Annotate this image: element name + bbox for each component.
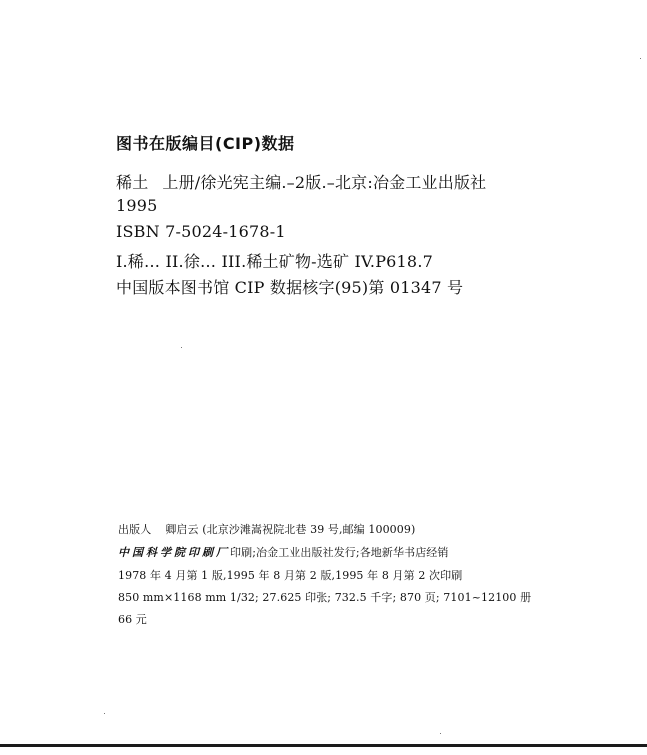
scan-edge-line [0,744,647,747]
publisher-line [118,521,415,537]
scan-speck [104,713,105,714]
edition-history: 1978 年 4 月第 1 版,1995 年 8 月第 2 版,1995 年 8 月第 2 次印刷 [118,569,463,582]
isbn: ISBN 7-5024-1678-1 [116,222,286,241]
cip-record-number: 中国版本图书馆 CIP 数据核字(95)第 01347 号 [116,278,464,297]
book-title: 稀土 [116,173,149,192]
cip-title: 图书在版编目(CIP)数据 [116,134,295,153]
printer-name: 中国科学院印刷厂 [118,546,230,559]
scan-speck [181,347,182,348]
printer-line [118,544,449,560]
cip-title-line [116,170,486,193]
publication-year: 1995 [116,196,158,215]
scan-speck [440,733,441,734]
publisher-info: 卿启云 (北京沙滩嵩祝院北巷 39 号,邮编 100009) [165,523,416,536]
publisher-label: 出版人 [118,523,152,536]
price: 66 元 [118,613,147,626]
subject-headings: I.稀… II.徐… III.稀土矿物-选矿 IV.P618.7 [116,252,433,271]
scan-speck [640,58,641,59]
responsibility-statement: 上册/徐光宪主编.–2版.–北京:冶金工业出版社 [162,173,487,192]
book-specs: 850 mm×1168 mm 1/32; 27.625 印张; 732.5 千字; 870 页; 7101~12100 册 [118,591,532,604]
distribution-info: 印刷;冶金工业出版社发行;各地新华书店经销 [230,546,449,559]
